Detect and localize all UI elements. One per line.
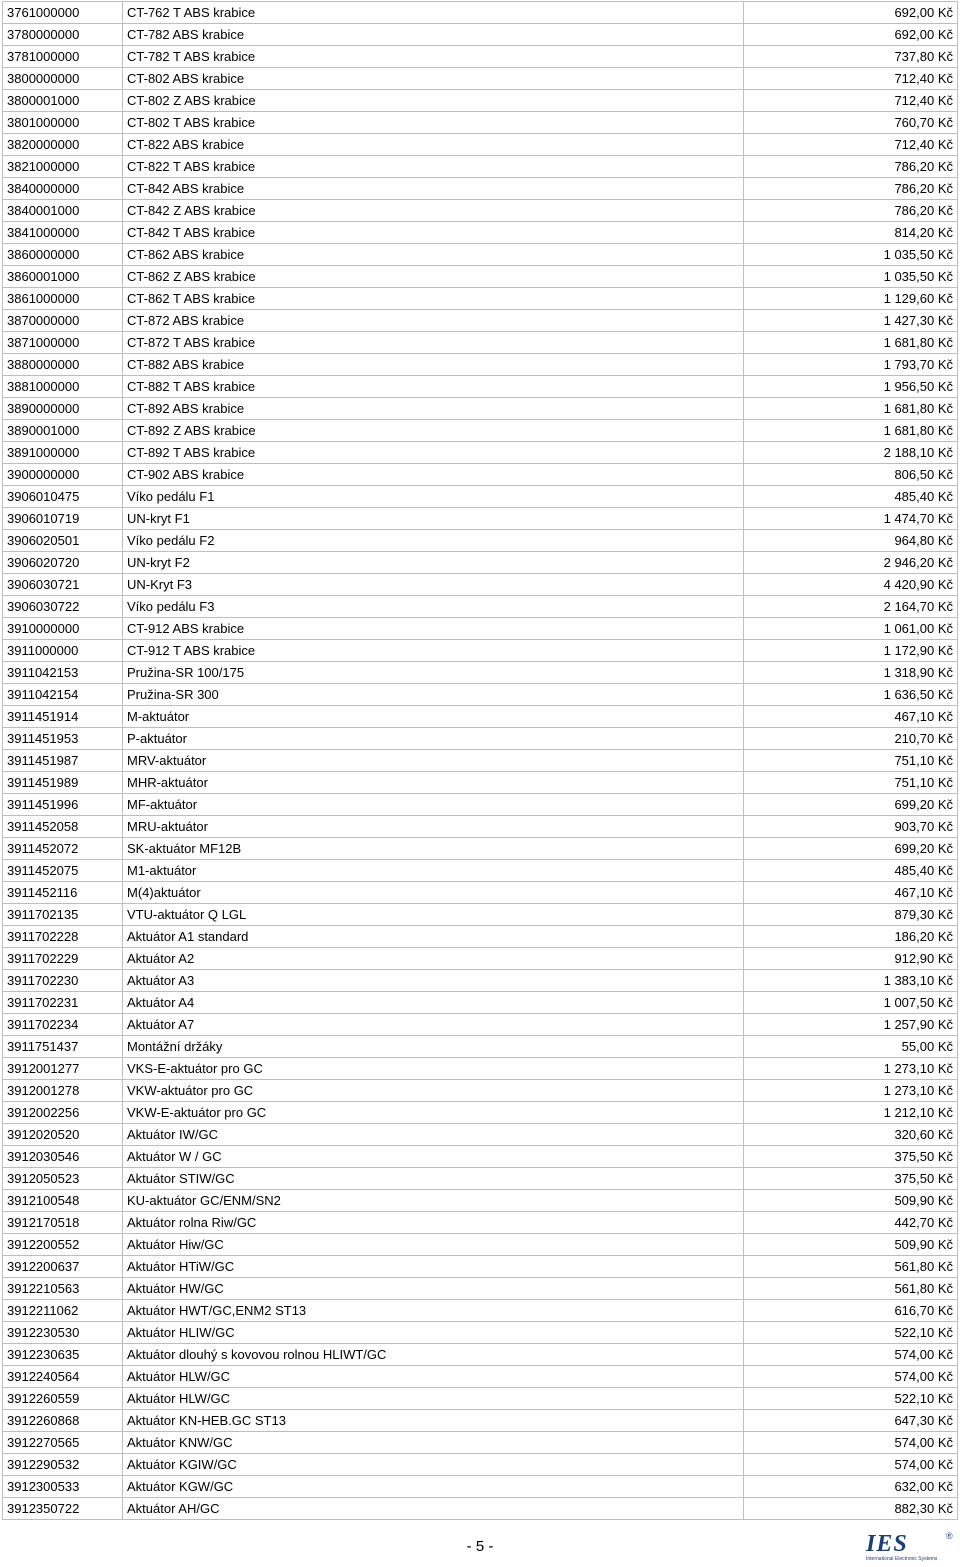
item-code: 3912350722 xyxy=(3,1498,123,1520)
item-price: 467,10 Kč xyxy=(744,706,958,728)
item-name: M1-aktuátor xyxy=(123,860,744,882)
item-name: CT-912 ABS krabice xyxy=(123,618,744,640)
item-code: 3861000000 xyxy=(3,288,123,310)
item-price: 1 212,10 Kč xyxy=(744,1102,958,1124)
table-row xyxy=(3,1476,958,1498)
item-price: 467,10 Kč xyxy=(744,882,958,904)
table-row xyxy=(3,1080,958,1102)
item-code: 3906010475 xyxy=(3,486,123,508)
table-row xyxy=(3,1146,958,1168)
item-code: 3821000000 xyxy=(3,156,123,178)
item-code: 3912020520 xyxy=(3,1124,123,1146)
item-code: 3906030722 xyxy=(3,596,123,618)
item-price: 786,20 Kč xyxy=(744,200,958,222)
item-code: 3911452072 xyxy=(3,838,123,860)
item-name: MRU-aktuátor xyxy=(123,816,744,838)
table-row xyxy=(3,156,958,178)
table-row xyxy=(3,222,958,244)
item-code: 3890001000 xyxy=(3,420,123,442)
table-row xyxy=(3,882,958,904)
item-code: 3911451989 xyxy=(3,772,123,794)
table-row xyxy=(3,1410,958,1432)
item-code: 3880000000 xyxy=(3,354,123,376)
item-code: 3906020501 xyxy=(3,530,123,552)
table-row xyxy=(3,1278,958,1300)
item-price: 814,20 Kč xyxy=(744,222,958,244)
item-price: 375,50 Kč xyxy=(744,1168,958,1190)
item-name: VTU-aktuátor Q LGL xyxy=(123,904,744,926)
item-name: CT-802 Z ABS krabice xyxy=(123,90,744,112)
table-row xyxy=(3,640,958,662)
table-row xyxy=(3,420,958,442)
item-name: Aktuátor A3 xyxy=(123,970,744,992)
price-list-sheet xyxy=(2,1,958,1520)
item-code: 3912240564 xyxy=(3,1366,123,1388)
item-code: 3912260868 xyxy=(3,1410,123,1432)
table-row xyxy=(3,2,958,24)
item-name: Aktuátor dlouhý s kovovou rolnou HLIWT/GC xyxy=(123,1344,744,1366)
item-name: Aktuátor STIW/GC xyxy=(123,1168,744,1190)
item-code: 3761000000 xyxy=(3,2,123,24)
item-price: 561,80 Kč xyxy=(744,1256,958,1278)
item-price: 760,70 Kč xyxy=(744,112,958,134)
item-name: Montážní držáky xyxy=(123,1036,744,1058)
item-name: CT-782 ABS krabice xyxy=(123,24,744,46)
item-code: 3891000000 xyxy=(3,442,123,464)
item-price: 186,20 Kč xyxy=(744,926,958,948)
item-name: CT-842 Z ABS krabice xyxy=(123,200,744,222)
item-name: Aktuátor HLW/GC xyxy=(123,1388,744,1410)
item-code: 3912170518 xyxy=(3,1212,123,1234)
registered-mark: ® xyxy=(946,1531,953,1541)
item-price: 55,00 Kč xyxy=(744,1036,958,1058)
item-name: Aktuátor KN-HEB.GC ST13 xyxy=(123,1410,744,1432)
item-name: Víko pedálu F1 xyxy=(123,486,744,508)
item-code: 3911451953 xyxy=(3,728,123,750)
item-price: 751,10 Kč xyxy=(744,772,958,794)
item-code: 3800001000 xyxy=(3,90,123,112)
table-row xyxy=(3,1014,958,1036)
item-price: 1 681,80 Kč xyxy=(744,420,958,442)
item-name: VKW-aktuátor pro GC xyxy=(123,1080,744,1102)
item-price: 509,90 Kč xyxy=(744,1190,958,1212)
item-code: 3912030546 xyxy=(3,1146,123,1168)
item-name: Aktuátor HLW/GC xyxy=(123,1366,744,1388)
item-code: 3900000000 xyxy=(3,464,123,486)
table-row xyxy=(3,838,958,860)
item-name: UN-kryt F2 xyxy=(123,552,744,574)
table-row xyxy=(3,1234,958,1256)
table-row xyxy=(3,596,958,618)
item-price: 692,00 Kč xyxy=(744,24,958,46)
item-price: 1 273,10 Kč xyxy=(744,1058,958,1080)
item-name: CT-902 ABS krabice xyxy=(123,464,744,486)
item-code: 3906010719 xyxy=(3,508,123,530)
item-code: 3912210563 xyxy=(3,1278,123,1300)
table-row xyxy=(3,1102,958,1124)
item-code: 3911042153 xyxy=(3,662,123,684)
item-code: 3912260559 xyxy=(3,1388,123,1410)
item-name: Víko pedálu F2 xyxy=(123,530,744,552)
item-price: 786,20 Kč xyxy=(744,178,958,200)
item-name: VKS-E-aktuátor pro GC xyxy=(123,1058,744,1080)
table-row xyxy=(3,1036,958,1058)
item-name: CT-862 ABS krabice xyxy=(123,244,744,266)
table-row xyxy=(3,464,958,486)
table-row xyxy=(3,1256,958,1278)
item-code: 3911452075 xyxy=(3,860,123,882)
item-price: 616,70 Kč xyxy=(744,1300,958,1322)
item-code: 3912290532 xyxy=(3,1454,123,1476)
item-code: 3910000000 xyxy=(3,618,123,640)
item-code: 3912200637 xyxy=(3,1256,123,1278)
table-row xyxy=(3,750,958,772)
item-code: 3912001278 xyxy=(3,1080,123,1102)
item-code: 3911451996 xyxy=(3,794,123,816)
item-price: 1 636,50 Kč xyxy=(744,684,958,706)
item-code: 3911452058 xyxy=(3,816,123,838)
table-row xyxy=(3,442,958,464)
item-code: 3840000000 xyxy=(3,178,123,200)
item-code: 3912050523 xyxy=(3,1168,123,1190)
item-price: 647,30 Kč xyxy=(744,1410,958,1432)
item-name: Aktuátor HTiW/GC xyxy=(123,1256,744,1278)
item-price: 699,20 Kč xyxy=(744,794,958,816)
item-price: 320,60 Kč xyxy=(744,1124,958,1146)
item-name: KU-aktuátor GC/ENM/SN2 xyxy=(123,1190,744,1212)
item-price: 574,00 Kč xyxy=(744,1454,958,1476)
table-row xyxy=(3,1498,958,1520)
item-name: Pružina-SR 100/175 xyxy=(123,662,744,684)
item-price: 964,80 Kč xyxy=(744,530,958,552)
item-price: 712,40 Kč xyxy=(744,90,958,112)
item-code: 3912001277 xyxy=(3,1058,123,1080)
item-price: 692,00 Kč xyxy=(744,2,958,24)
item-code: 3890000000 xyxy=(3,398,123,420)
table-row xyxy=(3,310,958,332)
table-row xyxy=(3,244,958,266)
table-row xyxy=(3,904,958,926)
item-price: 574,00 Kč xyxy=(744,1344,958,1366)
table-row xyxy=(3,200,958,222)
item-code: 3911702228 xyxy=(3,926,123,948)
item-price: 1 318,90 Kč xyxy=(744,662,958,684)
item-name: P-aktuátor xyxy=(123,728,744,750)
item-price: 806,50 Kč xyxy=(744,464,958,486)
item-price: 879,30 Kč xyxy=(744,904,958,926)
item-code: 3912230635 xyxy=(3,1344,123,1366)
table-row xyxy=(3,794,958,816)
item-code: 3911702135 xyxy=(3,904,123,926)
table-row xyxy=(3,1432,958,1454)
table-row xyxy=(3,178,958,200)
table-row xyxy=(3,1344,958,1366)
item-name: CT-912 T ABS krabice xyxy=(123,640,744,662)
table-row xyxy=(3,288,958,310)
item-price: 2 946,20 Kč xyxy=(744,552,958,574)
item-code: 3912300533 xyxy=(3,1476,123,1498)
table-row xyxy=(3,1058,958,1080)
item-price: 522,10 Kč xyxy=(744,1322,958,1344)
item-code: 3911751437 xyxy=(3,1036,123,1058)
table-row xyxy=(3,574,958,596)
item-code: 3780000000 xyxy=(3,24,123,46)
item-price: 712,40 Kč xyxy=(744,134,958,156)
item-code: 3870000000 xyxy=(3,310,123,332)
item-name: M(4)aktuátor xyxy=(123,882,744,904)
item-name: SK-aktuátor MF12B xyxy=(123,838,744,860)
item-code: 3860000000 xyxy=(3,244,123,266)
item-price: 786,20 Kč xyxy=(744,156,958,178)
item-name: CT-892 Z ABS krabice xyxy=(123,420,744,442)
item-price: 1 273,10 Kč xyxy=(744,1080,958,1102)
item-code: 3912002256 xyxy=(3,1102,123,1124)
item-name: CT-802 ABS krabice xyxy=(123,68,744,90)
item-price: 1 172,90 Kč xyxy=(744,640,958,662)
item-name: CT-782 T ABS krabice xyxy=(123,46,744,68)
item-code: 3912211062 xyxy=(3,1300,123,1322)
item-name: CT-822 ABS krabice xyxy=(123,134,744,156)
table-row xyxy=(3,46,958,68)
table-row xyxy=(3,1190,958,1212)
item-price: 522,10 Kč xyxy=(744,1388,958,1410)
table-row xyxy=(3,728,958,750)
item-price: 485,40 Kč xyxy=(744,486,958,508)
item-code: 3912100548 xyxy=(3,1190,123,1212)
item-code: 3881000000 xyxy=(3,376,123,398)
table-row xyxy=(3,618,958,640)
item-price: 1 007,50 Kč xyxy=(744,992,958,1014)
item-name: CT-892 T ABS krabice xyxy=(123,442,744,464)
table-row xyxy=(3,266,958,288)
logo-mark: IES xyxy=(866,1531,908,1557)
ies-logo xyxy=(866,1533,956,1563)
table-row xyxy=(3,772,958,794)
item-name: UN-kryt F1 xyxy=(123,508,744,530)
item-name: MHR-aktuátor xyxy=(123,772,744,794)
item-name: Aktuátor A1 standard xyxy=(123,926,744,948)
item-price: 1 793,70 Kč xyxy=(744,354,958,376)
item-price: 1 474,70 Kč xyxy=(744,508,958,530)
item-name: CT-872 ABS krabice xyxy=(123,310,744,332)
item-price: 574,00 Kč xyxy=(744,1432,958,1454)
item-name: CT-842 ABS krabice xyxy=(123,178,744,200)
item-name: Aktuátor rolna Riw/GC xyxy=(123,1212,744,1234)
item-price: 2 164,70 Kč xyxy=(744,596,958,618)
item-price: 699,20 Kč xyxy=(744,838,958,860)
table-row xyxy=(3,970,958,992)
table-row xyxy=(3,508,958,530)
item-price: 561,80 Kč xyxy=(744,1278,958,1300)
item-price: 903,70 Kč xyxy=(744,816,958,838)
item-price: 737,80 Kč xyxy=(744,46,958,68)
item-code: 3906030721 xyxy=(3,574,123,596)
item-code: 3912200552 xyxy=(3,1234,123,1256)
table-row xyxy=(3,376,958,398)
item-price: 2 188,10 Kč xyxy=(744,442,958,464)
table-row xyxy=(3,134,958,156)
item-price: 210,70 Kč xyxy=(744,728,958,750)
item-code: 3911451914 xyxy=(3,706,123,728)
table-row xyxy=(3,1388,958,1410)
table-row xyxy=(3,68,958,90)
item-code: 3841000000 xyxy=(3,222,123,244)
table-row xyxy=(3,816,958,838)
table-row xyxy=(3,90,958,112)
item-name: CT-862 T ABS krabice xyxy=(123,288,744,310)
table-row xyxy=(3,1300,958,1322)
item-code: 3911042154 xyxy=(3,684,123,706)
item-name: M-aktuátor xyxy=(123,706,744,728)
item-code: 3800000000 xyxy=(3,68,123,90)
item-name: Aktuátor A2 xyxy=(123,948,744,970)
item-code: 3911702229 xyxy=(3,948,123,970)
item-price: 1 681,80 Kč xyxy=(744,398,958,420)
item-name: CT-882 T ABS krabice xyxy=(123,376,744,398)
table-row xyxy=(3,486,958,508)
item-price: 485,40 Kč xyxy=(744,860,958,882)
table-row xyxy=(3,24,958,46)
item-name: Aktuátor HWT/GC,ENM2 ST13 xyxy=(123,1300,744,1322)
table-row xyxy=(3,948,958,970)
table-row xyxy=(3,332,958,354)
item-price: 1 427,30 Kč xyxy=(744,310,958,332)
item-code: 3911000000 xyxy=(3,640,123,662)
item-price: 4 420,90 Kč xyxy=(744,574,958,596)
item-name: Aktuátor KGIW/GC xyxy=(123,1454,744,1476)
table-row xyxy=(3,992,958,1014)
item-code: 3911451987 xyxy=(3,750,123,772)
item-price: 1 681,80 Kč xyxy=(744,332,958,354)
table-row xyxy=(3,530,958,552)
item-name: Aktuátor A4 xyxy=(123,992,744,1014)
item-price: 712,40 Kč xyxy=(744,68,958,90)
table-row xyxy=(3,662,958,684)
item-name: Aktuátor HLIW/GC xyxy=(123,1322,744,1344)
table-row xyxy=(3,1322,958,1344)
item-code: 3911702231 xyxy=(3,992,123,1014)
item-code: 3911452116 xyxy=(3,882,123,904)
item-price: 912,90 Kč xyxy=(744,948,958,970)
item-code: 3840001000 xyxy=(3,200,123,222)
item-name: MRV-aktuátor xyxy=(123,750,744,772)
item-name: Aktuátor Hiw/GC xyxy=(123,1234,744,1256)
table-row xyxy=(3,398,958,420)
item-code: 3911702234 xyxy=(3,1014,123,1036)
table-row xyxy=(3,1454,958,1476)
table-row xyxy=(3,860,958,882)
item-name: Aktuátor HW/GC xyxy=(123,1278,744,1300)
item-code: 3820000000 xyxy=(3,134,123,156)
item-name: CT-822 T ABS krabice xyxy=(123,156,744,178)
item-name: Aktuátor IW/GC xyxy=(123,1124,744,1146)
item-name: MF-aktuátor xyxy=(123,794,744,816)
logo-subtitle: International Electronic Systems xyxy=(866,1556,938,1562)
table-row xyxy=(3,354,958,376)
item-name: CT-892 ABS krabice xyxy=(123,398,744,420)
item-name: CT-802 T ABS krabice xyxy=(123,112,744,134)
table-row xyxy=(3,552,958,574)
item-price: 442,70 Kč xyxy=(744,1212,958,1234)
item-price: 574,00 Kč xyxy=(744,1366,958,1388)
item-name: Aktuátor A7 xyxy=(123,1014,744,1036)
item-name: Pružina-SR 300 xyxy=(123,684,744,706)
table-row xyxy=(3,1212,958,1234)
item-name: Aktuátor AH/GC xyxy=(123,1498,744,1520)
item-name: CT-882 ABS krabice xyxy=(123,354,744,376)
item-name: VKW-E-aktuátor pro GC xyxy=(123,1102,744,1124)
item-price: 1 129,60 Kč xyxy=(744,288,958,310)
item-price: 1 035,50 Kč xyxy=(744,244,958,266)
item-price: 1 257,90 Kč xyxy=(744,1014,958,1036)
item-code: 3912230530 xyxy=(3,1322,123,1344)
item-code: 3911702230 xyxy=(3,970,123,992)
item-code: 3781000000 xyxy=(3,46,123,68)
item-price: 1 061,00 Kč xyxy=(744,618,958,640)
item-price: 1 035,50 Kč xyxy=(744,266,958,288)
page-number: - 5 - xyxy=(466,1538,494,1555)
item-name: Aktuátor KNW/GC xyxy=(123,1432,744,1454)
item-name: CT-762 T ABS krabice xyxy=(123,2,744,24)
table-row xyxy=(3,1124,958,1146)
price-table-body xyxy=(3,2,958,1520)
table-row xyxy=(3,1168,958,1190)
item-name: CT-862 Z ABS krabice xyxy=(123,266,744,288)
table-row xyxy=(3,1366,958,1388)
item-price: 751,10 Kč xyxy=(744,750,958,772)
item-price: 509,90 Kč xyxy=(744,1234,958,1256)
table-row xyxy=(3,684,958,706)
table-row xyxy=(3,706,958,728)
table-row xyxy=(3,926,958,948)
item-price: 375,50 Kč xyxy=(744,1146,958,1168)
item-name: Aktuátor W / GC xyxy=(123,1146,744,1168)
item-code: 3906020720 xyxy=(3,552,123,574)
item-name: CT-872 T ABS krabice xyxy=(123,332,744,354)
item-code: 3801000000 xyxy=(3,112,123,134)
table-row xyxy=(3,112,958,134)
item-price: 1 956,50 Kč xyxy=(744,376,958,398)
item-name: Aktuátor KGW/GC xyxy=(123,1476,744,1498)
item-price: 632,00 Kč xyxy=(744,1476,958,1498)
item-code: 3871000000 xyxy=(3,332,123,354)
item-price: 882,30 Kč xyxy=(744,1498,958,1520)
item-name: Víko pedálu F3 xyxy=(123,596,744,618)
item-code: 3860001000 xyxy=(3,266,123,288)
item-name: CT-842 T ABS krabice xyxy=(123,222,744,244)
price-table xyxy=(2,1,958,1520)
item-code: 3912270565 xyxy=(3,1432,123,1454)
item-price: 1 383,10 Kč xyxy=(744,970,958,992)
item-name: UN-Kryt F3 xyxy=(123,574,744,596)
